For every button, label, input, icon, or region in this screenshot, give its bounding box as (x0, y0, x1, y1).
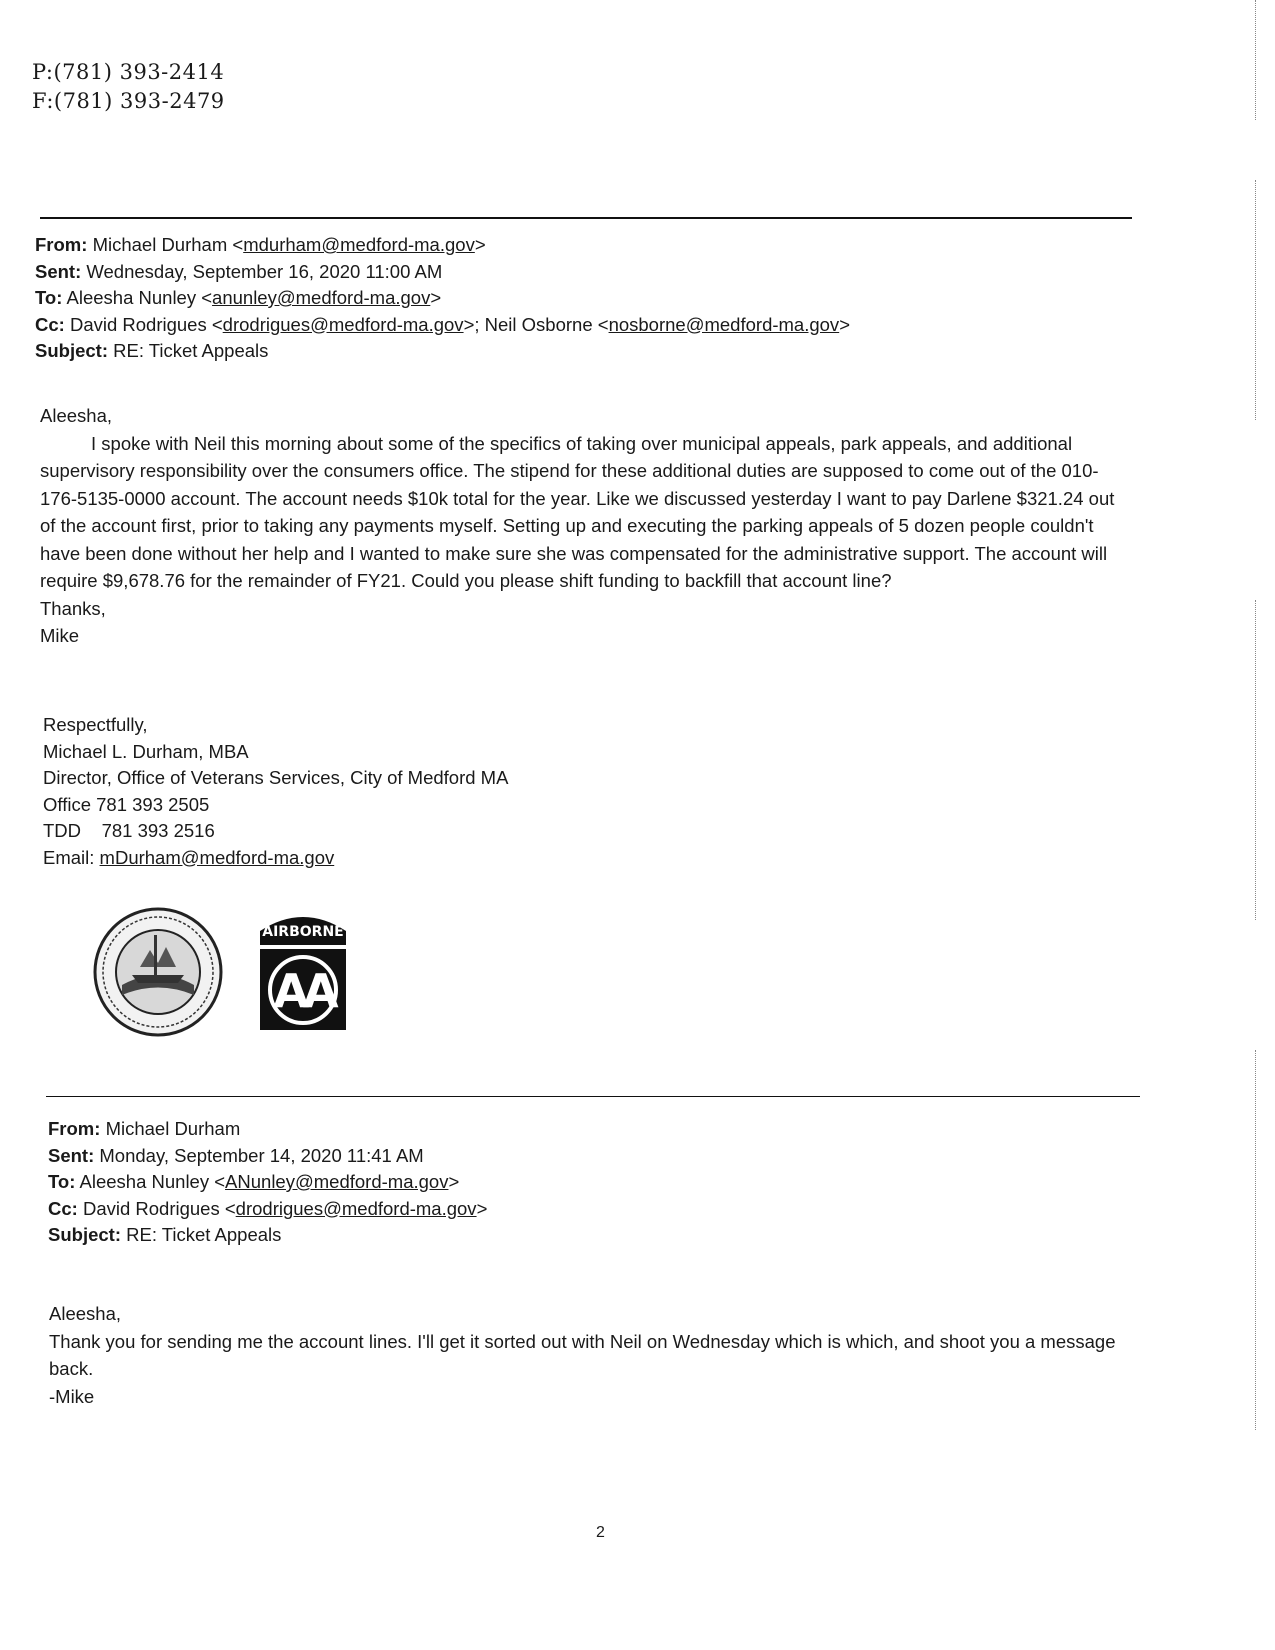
email1-subject-line: Subject: RE: Ticket Appeals (35, 340, 269, 361)
scan-margin-mark (1255, 0, 1256, 120)
email1-from-line: From: Michael Durham <mdurham@medford-ma.gov> (35, 234, 486, 255)
signature-block (43, 712, 508, 871)
email2-to-line: To: Aleesha Nunley <ANunley@medford-ma.gov> (48, 1171, 460, 1192)
signature-office-phone: Office 781 393 2505 (43, 793, 210, 815)
email-separator (46, 1096, 1140, 1097)
signature-title: Director, Office of Veterans Services, City of Medford MA (43, 767, 509, 788)
email2-paragraph: Thank you for sending me the account lines. I'll get it sorted out with Neil on Wednesday which is which, and shoot you a message back. (49, 1330, 1116, 1379)
email-separator (40, 217, 1132, 219)
email2-cc-email-link[interactable]: drodrigues@medford-ma.gov (235, 1197, 477, 1219)
page-number: 2 (596, 1524, 605, 1541)
email2-from-line: From: Michael Durham (48, 1118, 241, 1139)
scan-margin-mark (1255, 180, 1256, 420)
city-seal-icon (92, 905, 224, 1040)
email1-to-line: To: Aleesha Nunley <anunley@medford-ma.gov> (35, 287, 442, 308)
email1-greeting: Aleesha, (40, 405, 112, 426)
svg-text:AIRBORNE: AIRBORNE (262, 924, 344, 940)
signature-email-link[interactable]: mDurham@medford-ma.gov (99, 846, 335, 868)
fax-number: F:(781) 393-2479 (32, 89, 225, 113)
email2-header (48, 1116, 487, 1249)
email1-cc-email-link-2[interactable]: nosborne@medford-ma.gov (608, 313, 840, 335)
email1-paragraph: I spoke with Neil this morning about some of the specifics of taking over municipal appeals, park appeals, and additional supervisory responsibility over the consumers office. The stipend for these additional duties are supposed to come out of the 010-176-5135-0000 account. The account needs $10k total for the year. Like we discussed yesterday I want to pay Darlene $321.24 out of the account first, prior to taking any payments myself. Setting up and executing the parking appeals of 5 dozen people couldn't have been done without her help and I wanted to make sure she was compensated for the administrative support. The account will require $9,678.76 for the remainder of FY21. Could you please shift funding to backfill that account line? (40, 432, 1115, 591)
email1-from-email-link[interactable]: mdurham@medford-ma.gov (243, 234, 475, 255)
svg-text:AA: AA (273, 964, 333, 1018)
signature-closing: Respectfully, (43, 714, 148, 735)
email1-sent-line: Sent: Wednesday, September 16, 2020 11:00 AM (35, 260, 443, 282)
email1-cc-line: Cc: David Rodrigues <drodrigues@medford-ma.gov>; Neil Osborne <nosborne@medford-ma.gov> (35, 313, 850, 335)
email2-body (49, 1300, 1139, 1410)
contact-block (32, 58, 225, 116)
email1-cc-email-link-1[interactable]: drodrigues@medford-ma.gov (222, 313, 464, 335)
airborne-patch-icon (256, 903, 350, 1034)
email2-cc-line: Cc: David Rodrigues <drodrigues@medford-ma.gov> (48, 1197, 488, 1219)
email1-header (35, 232, 850, 365)
email1-thanks: Thanks, (40, 597, 106, 619)
email1-to-email-link[interactable]: anunley@medford-ma.gov (212, 287, 431, 308)
phone-number: P:(781) 393-2414 (32, 60, 225, 84)
email1-signoff: Mike (40, 625, 80, 646)
email2-signoff: -Mike (49, 1385, 95, 1407)
scan-margin-mark (1255, 600, 1256, 920)
signature-tdd-phone: TDD 781 393 2516 (43, 820, 215, 841)
signature-email-line: Email: mDurham@medford-ma.gov (43, 846, 335, 868)
signature-name: Michael L. Durham, MBA (43, 740, 249, 762)
email1-body (40, 402, 1132, 650)
email2-subject-line: Subject: RE: Ticket Appeals (48, 1224, 282, 1245)
scan-margin-mark (1255, 1050, 1256, 1430)
email2-greeting: Aleesha, (49, 1303, 121, 1324)
email2-sent-line: Sent: Monday, September 14, 2020 11:41 AM (48, 1144, 424, 1166)
email2-to-email-link[interactable]: ANunley@medford-ma.gov (225, 1171, 449, 1192)
